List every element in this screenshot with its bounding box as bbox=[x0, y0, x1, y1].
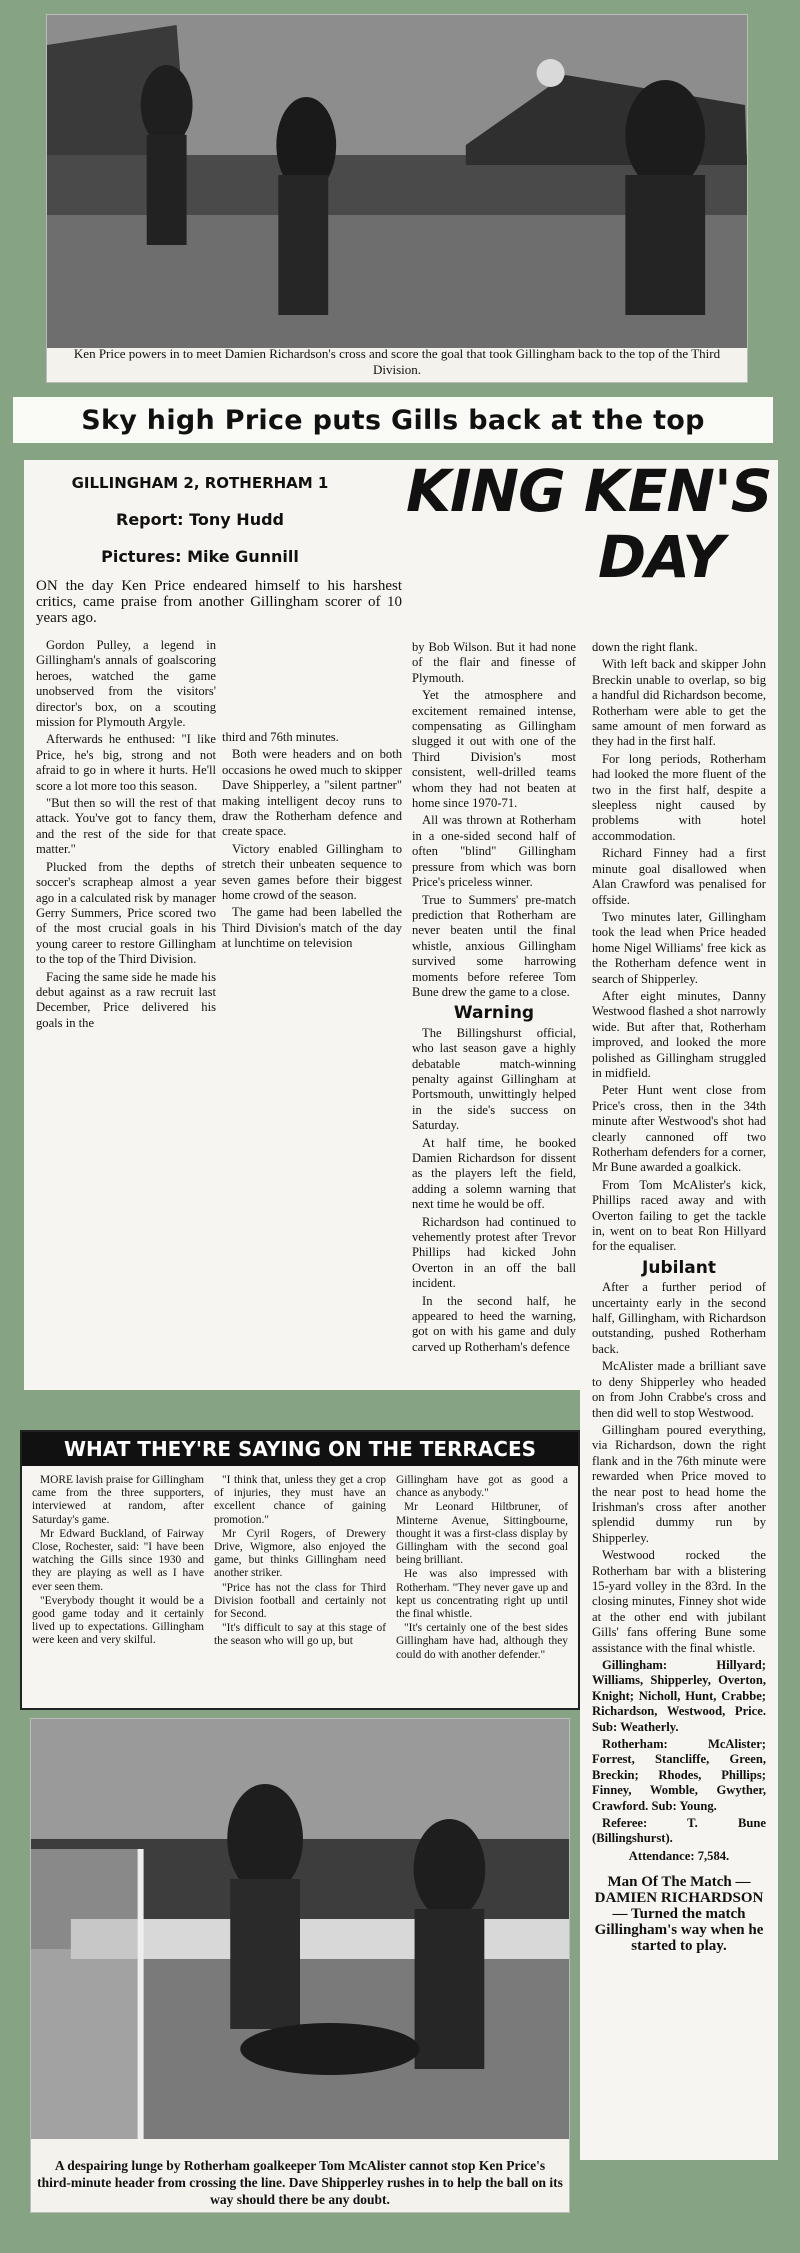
paragraph: Gillingham have got as good a chance as anybody." bbox=[396, 1474, 568, 1500]
pictures-credit: Pictures: Mike Gunnill bbox=[101, 547, 299, 566]
paragraph: After eight minutes, Danny Westwood flashed a shot narrowly wide. But after that, Rotherham improved, and looked the more polished as Gillingham struggled in midfield. bbox=[592, 988, 766, 1080]
paragraph: "Everybody thought it would be a good game today and it certainly lived up to expectations. Gillingham were keen and very skilful. bbox=[32, 1594, 204, 1647]
paragraph: third and 76th minutes. bbox=[222, 730, 339, 744]
terraces-column-1 bbox=[32, 1474, 204, 1649]
paragraph: Richardson had continued to vehemently protest after Trevor Phillips had kicked John Overton in an off the ball incident. bbox=[412, 1214, 576, 1291]
paragraph: Mr Leonard Hiltbruner, of Minterne Avenue, Sittingbourne, thought it was a first-class display by Gillingham with the second goal being brilliant. bbox=[396, 1501, 568, 1567]
paragraph: Victory enabled Gillingham to stretch their unbeaten sequence to seven games before their biggest home crowd of the season. bbox=[222, 841, 402, 903]
subhead-jubilant: Jubilant bbox=[642, 1257, 716, 1278]
score-line: GILLINGHAM 2, ROTHERHAM 1 bbox=[71, 474, 329, 492]
paragraph: At half time, he booked Damien Richardson for dissent as the players left the field, adding a solemn warning that next time he would be off. bbox=[412, 1135, 576, 1212]
article-column-4 bbox=[592, 640, 766, 1954]
paragraph: Plucked from the depths of soccer's scrapheap almost a year ago in a calculated risk by manager Gerry Summers, Price scored two of the most crucial goals in his young career to restore Gillingham to the top of the Third Division. bbox=[36, 859, 216, 967]
attendance: Attendance: 7,584. bbox=[628, 1848, 730, 1863]
paragraph: "I think that, unless they get a crop of injuries, they must have an excellent chance of gaining promotion." bbox=[214, 1474, 386, 1526]
article-column-1 bbox=[36, 638, 216, 1033]
paragraph: With left back and skipper John Breckin unable to overlap, so big a handful did Richardson become, Rotherham were able to get the same amount of men forward as they had in the first half. bbox=[592, 657, 766, 749]
paragraph: Mr Edward Buckland, of Fairway Close, Rochester, said: "I have been watching the Gills since 1930 and they are playing as well as I have ever seen them. bbox=[32, 1527, 204, 1593]
terraces-column-3 bbox=[396, 1474, 568, 1663]
terraces-column-2 bbox=[214, 1474, 386, 1650]
paragraph: Afterwards he enthused: "I like Price, he's big, strong and not afraid to go in where it hurts. He'll score a lot more too this season. bbox=[36, 732, 216, 793]
bottom-photo-caption: A despairing lunge by Rotherham goalkeeper Tom McAlister cannot stop Ken Price's third-minute header from crossing the line. Dave Shipperley rushes in to help the ball on its way should there be any doubt. bbox=[37, 2158, 563, 2207]
bottom-photo bbox=[30, 1718, 570, 2213]
paragraph: down the right flank. bbox=[592, 640, 698, 654]
paragraph: Gillingham poured everything, via Richardson, down the right flank and in the 76th minute were rewarded when Price moved to the near post to head home the Irishman's cross after another splendid dummy run by Shipperley. bbox=[592, 1422, 766, 1545]
paragraph: Gordon Pulley, a legend in Gillingham's annals of goalscoring heroes, watched the game unobserved from the visitors' director's box, on a scouting mission for Plymouth Argyle. bbox=[36, 638, 216, 730]
referee: Referee: T. Bune (Billingshurst). bbox=[592, 1816, 766, 1846]
headline-day: DAY bbox=[598, 523, 724, 591]
paragraph: Mr Cyril Rogers, of Drewery Drive, Wigmore, also enjoyed the game, but thinks Gillingham need another striker. bbox=[214, 1527, 386, 1580]
paragraph: All was thrown at Rotherham in a one-sided second half of often "blind" Gillingham pressure from which was born Price's priceless winner. bbox=[412, 813, 576, 890]
subhead-warning: Warning bbox=[453, 1003, 535, 1024]
paragraph: Richard Finney had a first minute goal disallowed when Alan Crawford was penalised for offside. bbox=[592, 846, 766, 907]
paragraph: From Tom McAlister's kick, Phillips raced away and with Overton failing to get the tackle in, went on to beat Ron Hillyard for the equaliser. bbox=[592, 1177, 766, 1254]
paragraph: For long periods, Rotherham had looked the more fluent of the two in the first half, despite a sleepless night caused by problems with hotel accommodation. bbox=[592, 751, 766, 843]
paragraph: Two minutes later, Gillingham took the lead when Price headed home Nigel Williams' free kick as the Rotherham defence went in search of Shipperley. bbox=[592, 909, 766, 986]
paragraph: The Billingshurst official, who last season gave a highly debatable match-winning penalty against Gillingham at Portsmouth, unwittingly helped in the side's success on Saturday. bbox=[412, 1025, 576, 1133]
paragraph: "It's difficult to say at this stage of the season who will go up, but bbox=[214, 1622, 386, 1648]
paragraph: He was also impressed with Rotherham. "They never gave up and kept us concentrating right up until the final whistle. bbox=[396, 1568, 568, 1621]
paragraph: Yet the atmosphere and excitement remained intense, compensating as Gillingham slugged it out with one of the Third Division's most consistent, well-drilled teams whom they had not beaten at home since 1970-71. bbox=[412, 688, 576, 811]
top-photo-image bbox=[47, 15, 747, 348]
man-of-the-match: Man Of The Match — DAMIEN RICHARDSON — Turned the match Gillingham's way when he started to play. bbox=[594, 1874, 764, 1955]
top-photo bbox=[46, 14, 748, 383]
paragraph: MORE lavish praise for Gillingham came from the three supporters, interviewed at random, after Saturday's game. bbox=[32, 1474, 204, 1526]
paragraph: The game had been labelled the Third Division's match of the day at lunchtime on television bbox=[222, 905, 402, 951]
paragraph: True to Summers' pre-match prediction that Rotherham are never beaten until the final whistle, anxious Gillingham survived some harrowing moments before referee Tom Bune drew the game to a close. bbox=[412, 892, 576, 999]
paragraph: McAlister made a brilliant save to deny Shipperley who headed on from John Crabbe's cross and then did well to stop Westwood. bbox=[592, 1359, 766, 1420]
banner-headline-text: Sky high Price puts Gills back at the top bbox=[81, 404, 705, 436]
article-header-block bbox=[30, 468, 370, 566]
banner-headline bbox=[13, 397, 773, 443]
paragraph: "Price has not the class for Third Division football and certainly not for Second. bbox=[214, 1581, 386, 1621]
lineup-rotherham: Rotherham: McAlister; Forrest, Stancliffe, Green, Breckin; Rhodes, Phillips; Finney, Womble, Gwyther, Crawford. Sub: Young. bbox=[592, 1737, 766, 1813]
paragraph: Facing the same side he made his debut against as a raw recruit last December, Price delivered his goals in the bbox=[36, 969, 216, 1030]
terraces-title: WHAT THEY'RE SAYING ON THE TERRACES bbox=[22, 1432, 578, 1466]
paragraph: In the second half, he appeared to heed the warning, got on with his game and duly carved up Rotherham's defence bbox=[412, 1293, 576, 1354]
article-lead bbox=[36, 578, 402, 628]
paragraph: "It's certainly one of the best sides Gillingham have had, although they could do with another defender." bbox=[396, 1622, 568, 1661]
bottom-photo-image bbox=[31, 1719, 569, 2139]
paragraph: Peter Hunt went close from Price's cross, then in the 34th minute after Westwood's shot had clearly cannoned off two Rotherham defenders for a corner, Mr Bune awarded a goalkick. bbox=[592, 1083, 766, 1175]
report-credit: Report: Tony Hudd bbox=[116, 510, 284, 529]
lead-paragraph: ON the day Ken Price endeared himself to his harshest critics, came praise from another Gillingham scorer of 10 years ago. bbox=[36, 578, 402, 626]
article-column-3 bbox=[412, 640, 576, 1357]
paragraph: Westwood rocked the Rotherham bar with a blistering 15-yard volley in the 83rd. In the closing minutes, Finney shot wide at the other end with jubilant Gills' fans offering Bune some assistance with the final whistle. bbox=[592, 1548, 766, 1655]
terraces-box bbox=[20, 1430, 580, 1710]
headline-king-kens: KING KEN'S bbox=[406, 457, 772, 525]
paragraph: After a further period of uncertainty early in the second half, Gillingham, with Richardson outstanding, pushed Rotherham back. bbox=[592, 1280, 766, 1356]
article-column-2 bbox=[222, 730, 402, 954]
paragraph: Both were headers and on both occasions he owed much to skipper Dave Shipperley, a "silent partner" making intelligent decoy runs to draw the Rotherham defence and create space. bbox=[222, 747, 402, 839]
lineup-gillingham: Gillingham: Hillyard; Williams, Shipperley, Overton, Knight; Nicholl, Hunt, Crabbe; Richardson, Westwood, Price. Sub: Weatherly. bbox=[592, 1658, 766, 1734]
paragraph: "But then so will the rest of that attack. You've got to fancy them, and the rest of the side for that matter." bbox=[36, 796, 216, 857]
paragraph: by Bob Wilson. But it had none of the flair and finesse of Plymouth. bbox=[412, 640, 576, 685]
top-photo-caption: Ken Price powers in to meet Damien Richardson's cross and score the goal that took Gillingham back to the top of the Third Division. bbox=[73, 346, 721, 377]
